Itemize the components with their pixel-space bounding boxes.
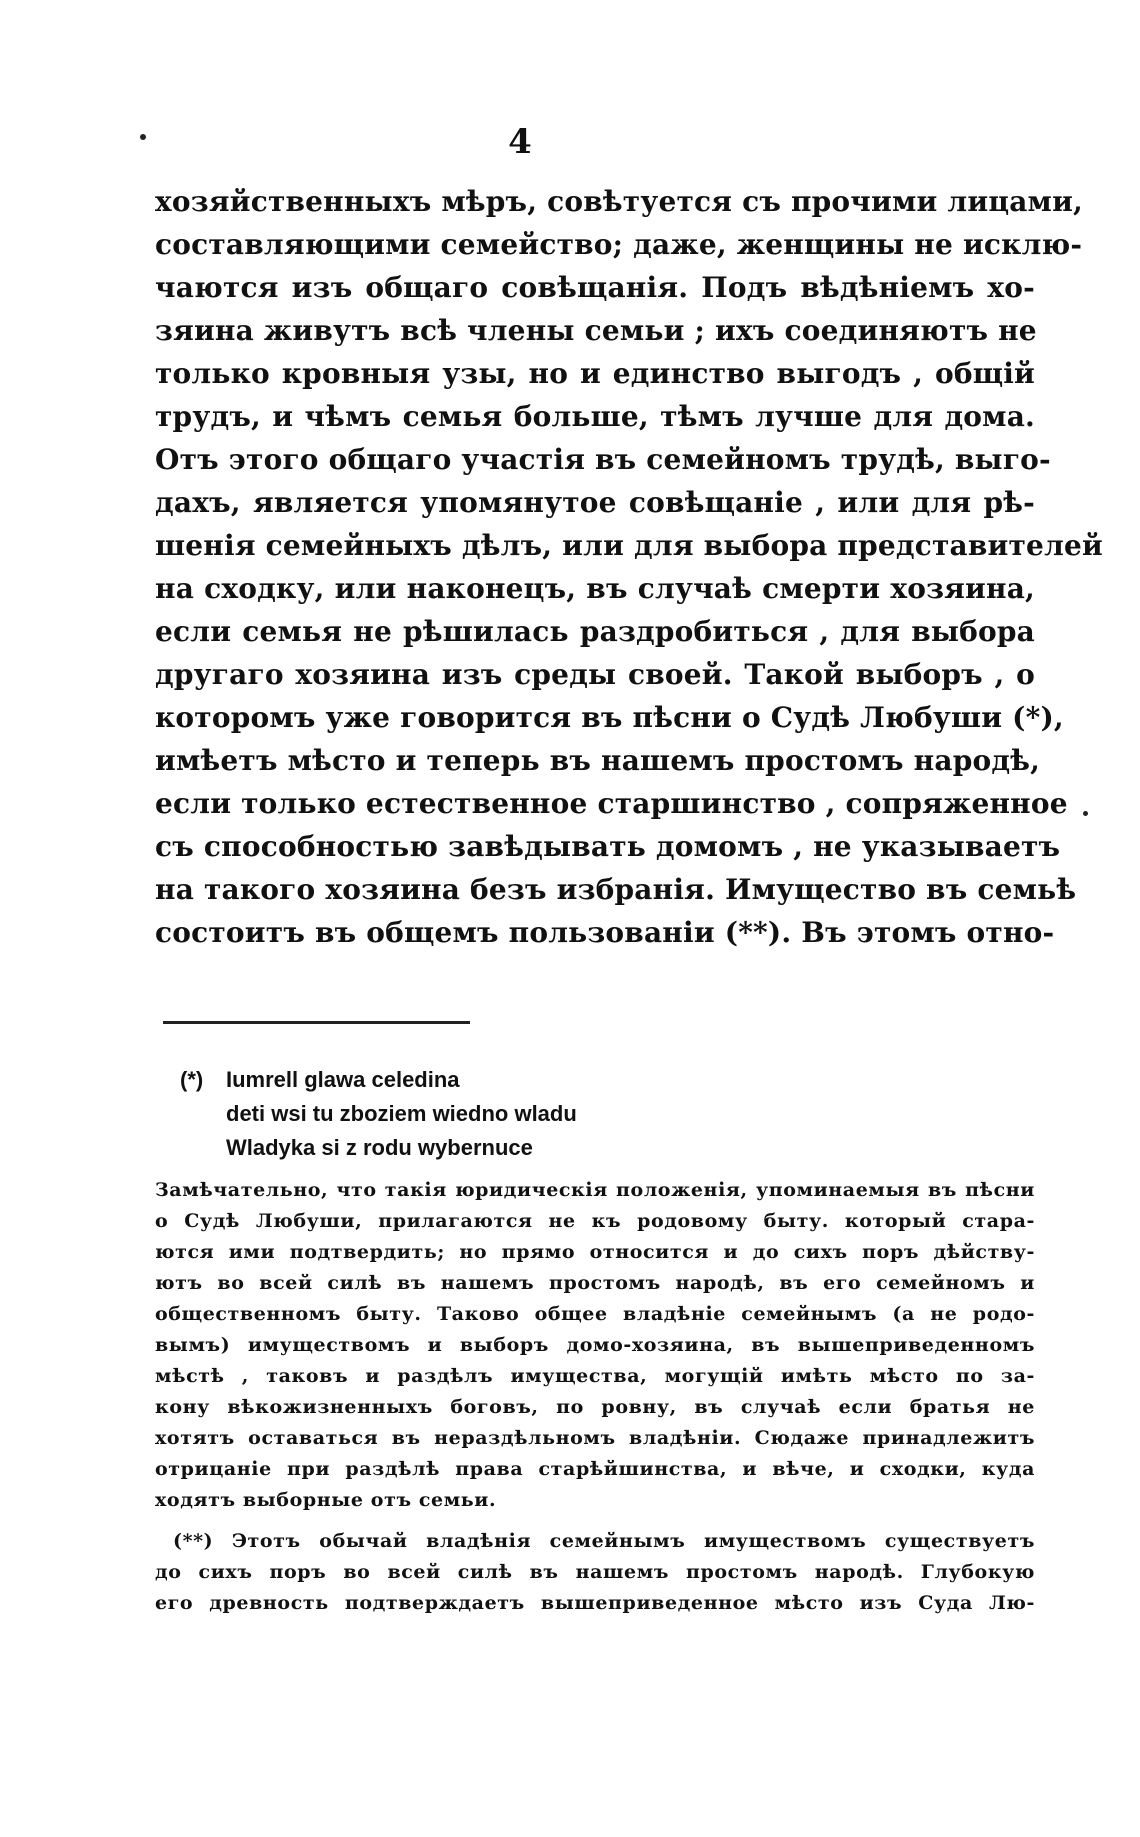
footnote-verse <box>180 1063 780 1165</box>
main-text-line: которомъ уже говорится въ пѣсни о Судѣ Любуши (*), <box>155 701 1064 734</box>
main-text-line: имѣетъ мѣсто и теперь въ нашемъ простомъ народѣ, <box>155 744 1041 777</box>
main-text-line: только кровныя узы, но и единство выгодъ , общій <box>155 357 1035 390</box>
main-text-line: зяина живутъ всѣ члены семьи ; ихъ соединяютъ не <box>155 314 1037 347</box>
footnote-line: отрицаніе при раздѣлѣ права старѣйшинства, и вѣче, и сходки, куда <box>155 1458 1035 1480</box>
footnote-line: о Судѣ Любуши, прилагаются не къ родовому быту. который стара- <box>155 1210 1035 1232</box>
main-text-line: на такого хозяина безъ избранія. Имущество въ семьѣ <box>155 873 1077 906</box>
main-text-line: состоитъ въ общемъ пользованіи (**). Въ этомъ отно- <box>155 916 1055 949</box>
footnote-line: его древность подтверждаетъ вышеприведенное мѣсто изъ Суда Лю- <box>155 1592 1035 1614</box>
main-text <box>155 180 1103 954</box>
footnote-line: ются ими подтвердить; но прямо относится и до сихъ поръ дѣйству- <box>155 1241 1035 1263</box>
footnote-divider <box>163 1021 470 1024</box>
main-text-line: если семья не рѣшилась раздробиться , для выбора <box>155 615 1035 648</box>
footnote-line: вымъ) имуществомъ и выборъ домо-хозяина, въ вышеприведенномъ <box>155 1334 1035 1356</box>
verse-line <box>180 1063 780 1097</box>
page-number: 4 <box>508 122 532 162</box>
main-text-line: чаются изъ общаго совѣщанія. Подъ вѣдѣніемъ хо- <box>155 271 1035 304</box>
main-text-line: на сходку, или наконецъ, въ случаѣ смерти хозяина, <box>155 572 1035 605</box>
main-text-line: Отъ этого общаго участія въ семейномъ трудѣ, выго- <box>155 443 1051 476</box>
main-text-line: если только естественное старшинство , сопряженное <box>155 787 1068 820</box>
main-text-line: составляющими семейство; даже, женщины не исклю- <box>155 228 1083 261</box>
main-text-line: другаго хозяина изъ среды своей. Такой выборъ , о <box>155 658 1035 691</box>
footnote-mark: (*) <box>180 1067 204 1092</box>
main-text-line: хозяйственныхъ мѣръ, совѣтуется съ прочими лицами, <box>155 185 1083 218</box>
verse-line-text: Wladyka si z rodu wybernuce <box>226 1135 533 1160</box>
footnote-line: Замѣчательно, что такія юридическія положенія, упоминаемыя въ пѣсни <box>155 1179 1035 1201</box>
footnote-line: мѣстѣ , таковъ и раздѣлъ имущества, могущій имѣть мѣсто по за- <box>155 1365 1035 1387</box>
footnote-line: ютъ во всей силѣ въ нашемъ простомъ народѣ, въ его семейномъ и <box>155 1272 1035 1294</box>
main-text-line: шенія семейныхъ дѣлъ, или для выбора представителей <box>155 529 1103 562</box>
main-text-line: трудъ, и чѣмъ семья больше, тѣмъ лучше для дома. <box>155 400 1035 433</box>
main-text-line: съ способностью завѣдывать домомъ , не указываетъ <box>155 830 1061 863</box>
verse-line <box>180 1097 780 1131</box>
verse-line-text: Iumrell glawa celedina <box>226 1067 460 1092</box>
verse-line <box>180 1131 780 1165</box>
footnote-line: (**) Этотъ обычай владѣнія семейнымъ имуществомъ существуетъ <box>173 1530 1035 1552</box>
verse-line-text: deti wsi tu zboziem wiedno wladu <box>226 1101 577 1126</box>
footnotes <box>155 1175 1035 1619</box>
footnote-line: до сихъ поръ во всей силѣ въ нашемъ простомъ народѣ. Глубокую <box>155 1561 1035 1583</box>
footnote-line: кону вѣкожизненныхъ боговъ, по ровну, въ случаѣ если братья не <box>155 1396 1035 1418</box>
main-text-line: дахъ, является упомянутое совѣщаніе , или для рѣ- <box>155 486 1035 519</box>
footnote-line: хотятъ оставаться въ нераздѣльномъ владѣніи. Сюдаже принадлежитъ <box>155 1427 1035 1449</box>
footnote-line: общественномъ быту. Таково общее владѣніе семейнымъ (а не родо- <box>155 1303 1035 1325</box>
stray-dot-right <box>1083 811 1088 816</box>
stray-dot-top <box>140 134 146 140</box>
footnote-line: ходятъ выборные отъ семьи. <box>155 1489 497 1511</box>
footnote-gap <box>155 1516 1035 1526</box>
